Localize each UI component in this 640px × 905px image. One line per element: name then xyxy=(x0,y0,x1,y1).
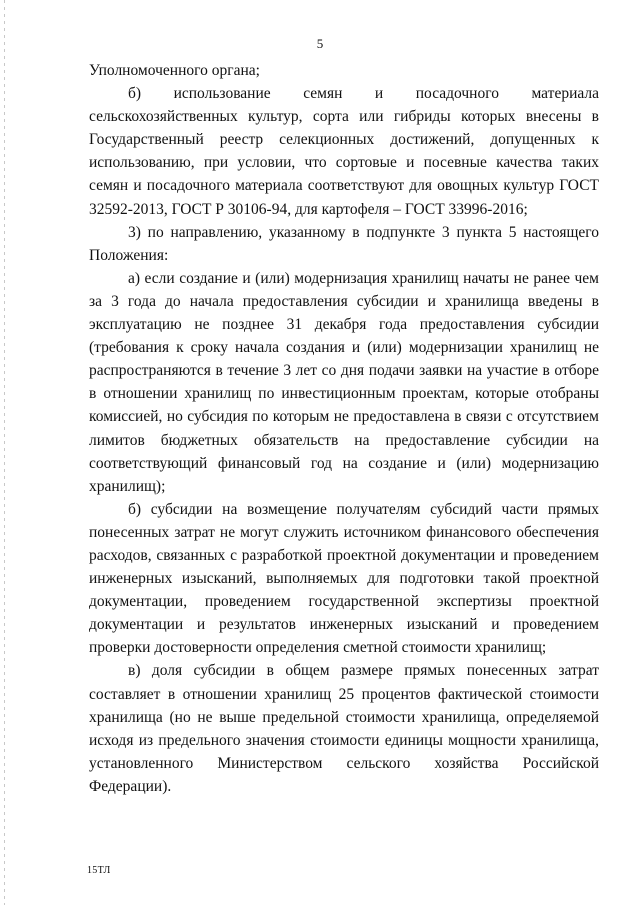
footer-code: 15ТЛ xyxy=(87,865,111,876)
page-number: 5 xyxy=(316,36,324,51)
paragraph-direction-3: 3) по направлению, указанному в подпункте 3 пункта 5 настоящего Положения: xyxy=(89,223,599,264)
paragraph-continuation: Уполномоченного органа; xyxy=(89,62,260,79)
scan-edge xyxy=(4,0,5,905)
paragraph-cost-reimbursement: б) субсидии на возмещение получателям субсидий части прямых понесенных затрат не могут служить источником финансового обеспечения расходов, связанных с разработкой проектной документации и проведением инженерных изысканий, выполняемых для подготовки такой проектной документации, проведением государственной экспертизы проектной документации и результатов инженерных изысканий и проведением проверки достоверности определения сметной стоимости хранилищ; xyxy=(89,500,599,657)
paragraph-seeds: б) использование семян и посадочного материала сельскохозяйственных культур, сорта или гибриды которых внесены в Государственный реестр селекционных достижений, допущенных к использованию, при условии, что сортовые и посевные качества таких семян и посадочного материала соответствуют для овощных культур ГОСТ 32592-2013, ГОСТ Р 30106-94, для картофеля – ГОСТ 33996-2016; xyxy=(89,85,599,218)
document-body xyxy=(89,59,599,798)
paragraph-subsidy-share: в) доля субсидии в общем размере прямых понесенных затрат составляет в отношении хранилищ 25 процентов фактической стоимости хранилища (но не выше предельной стоимости хранилища, определяемой исходя из предельного значения стоимости единицы мощности хранилища, установленного Министерством сельского хозяйства Российской Федерации). xyxy=(89,662,599,795)
paragraph-storage-creation: а) если создание и (или) модернизация хранилищ начаты не ранее чем за 3 года до начала предоставления субсидии и хранилища введены в эксплуатацию не позднее 31 декабря года предоставления субсидии (требования к сроку начала создания и (или) модернизации хранилищ не распространяются в течение 3 лет со дня подачи заявки на участие в отборе в отношении хранилищ по инвестиционным проектам, которые отобраны комиссией, но субсидия по которым не предоставлена в связи с отсутствием лимитов бюджетных обязательств на предоставление субсидии на соответствующий финансовый год на создание и (или) модернизацию хранилищ); xyxy=(89,269,599,495)
